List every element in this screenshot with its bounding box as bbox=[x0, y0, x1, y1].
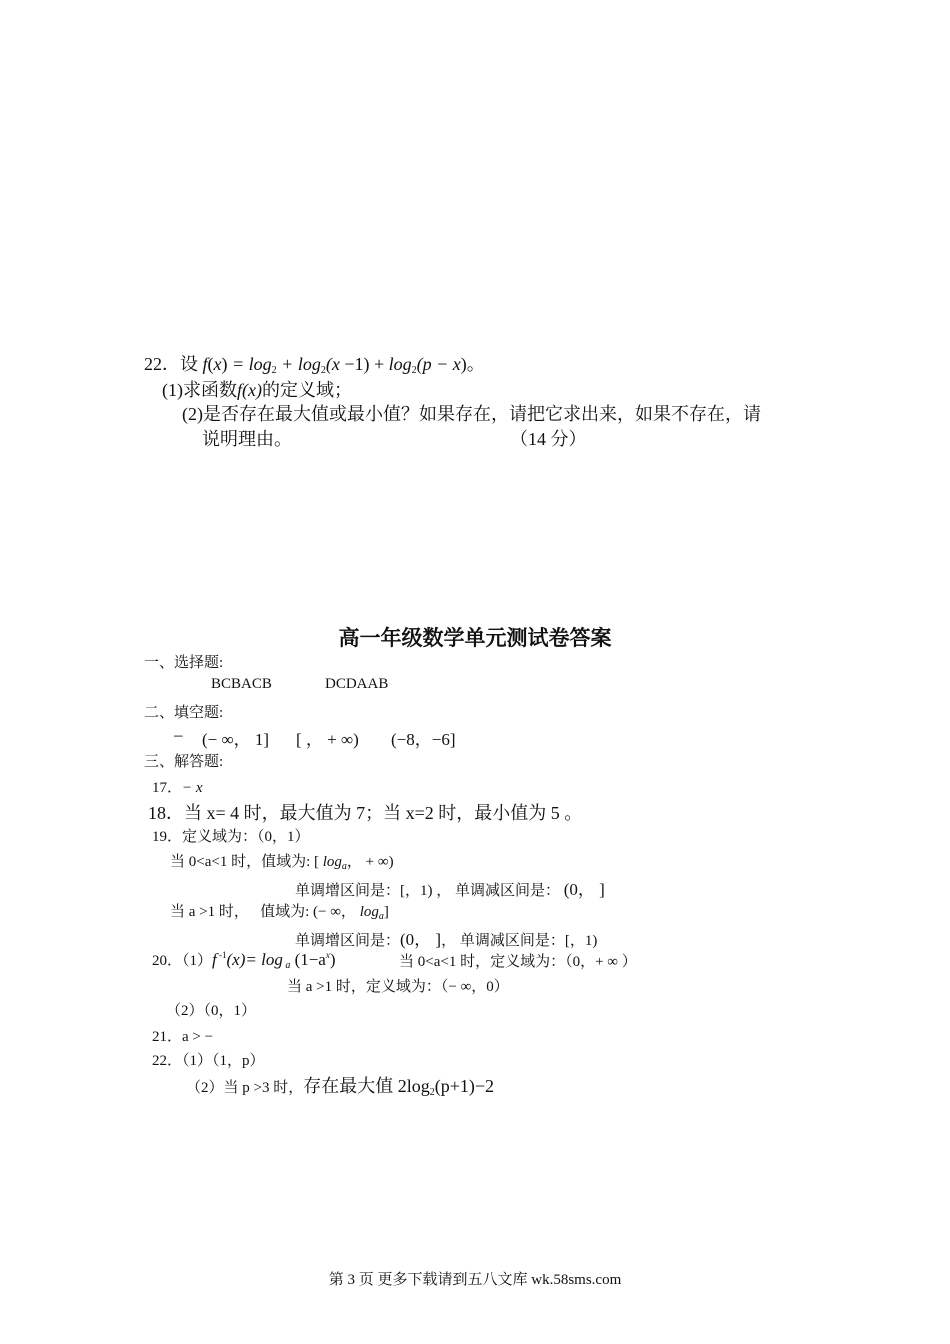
a22-l2-end: (p+1)−2 bbox=[434, 1076, 495, 1096]
a19-l5-mid: (0， ] bbox=[400, 930, 442, 949]
a19-l4-pre: 当 a >1 时， 值域为: (− ∞， bbox=[170, 904, 356, 920]
math-log-a: = log bbox=[232, 354, 272, 374]
answer-17 bbox=[152, 776, 203, 797]
math-sub: 2 bbox=[271, 365, 277, 376]
a22-l2-sub: 2 bbox=[429, 1087, 435, 1098]
math-f: f bbox=[202, 354, 208, 374]
question-22-part2-line1: (2)是否存在最大值或最小值？如果存在，请把它求出来，如果不存在，请 bbox=[182, 404, 761, 424]
a19-l4-post: ] bbox=[383, 904, 389, 920]
math-p-minus: (p − bbox=[416, 354, 453, 374]
a20-sub: a bbox=[282, 960, 291, 971]
fill-answer-4: (−8，−6] bbox=[391, 730, 456, 749]
a19-l2-pre: 当 0<a<1 时，值域为: [ bbox=[170, 854, 319, 870]
answer-17-num: 17． bbox=[152, 780, 183, 796]
part1-suffix: 的定义域； bbox=[261, 380, 352, 400]
answer-21: 21．a > − bbox=[152, 1029, 214, 1045]
math-fx: f(x) bbox=[237, 380, 262, 400]
math-x-end: x bbox=[452, 354, 461, 374]
a19-l2-sub: a bbox=[341, 861, 347, 872]
math-sub: 2 bbox=[411, 365, 417, 376]
question-22-part2-line2: 说明理由。 bbox=[202, 429, 292, 449]
a19-l4-log: log bbox=[359, 904, 379, 920]
fill-answer-2: (− ∞， 1] bbox=[202, 730, 270, 749]
a19-l5-pre: 单调增区间是： bbox=[295, 933, 401, 949]
part1-prefix: (1)求函数 bbox=[162, 380, 237, 400]
question-number: 22．设 bbox=[144, 354, 198, 374]
math-sub: 2 bbox=[320, 365, 326, 376]
answer-19-line2 bbox=[170, 850, 394, 872]
a20-num: 20．（1） bbox=[152, 953, 213, 969]
answer-20-case1: 当 0<a<1 时，定义域为：（0，+ ∞ ） bbox=[399, 954, 637, 970]
fill-answer-3: [ ， + ∞) bbox=[296, 730, 359, 749]
answer-18: 18．当 x= 4 时，最大值为 7；当 x=2 时，最小值为 5 。 bbox=[148, 803, 583, 823]
answer-22-line1: 22．（1）（1，p） bbox=[152, 1053, 265, 1069]
answer-19-line4 bbox=[170, 900, 389, 922]
a19-l3-post: (0， ] bbox=[563, 880, 605, 899]
math-x: x bbox=[213, 354, 222, 374]
answer-19-line5 bbox=[295, 925, 597, 950]
a19-l2-post: ， + ∞) bbox=[346, 854, 394, 870]
a22-l2-pre: （2）当 p >3 时， bbox=[186, 1080, 304, 1096]
a20-close: ) bbox=[329, 950, 336, 969]
answer-20-line1 bbox=[152, 949, 336, 971]
a19-l3-pre: 单调增区间是：[，1) ， 单调减区间是： bbox=[295, 883, 560, 899]
a20-sup-x: x bbox=[325, 950, 330, 960]
math-log-b: + log bbox=[276, 354, 321, 374]
fill-answer-1: – bbox=[174, 725, 183, 744]
math-minus1: −1) + bbox=[339, 354, 389, 374]
a19-l5-post: ， 单调减区间是：[，1) bbox=[441, 933, 598, 949]
answer-17-val: − x bbox=[182, 780, 203, 796]
a19-l4-sub: a bbox=[378, 911, 384, 922]
answer-19-line3 bbox=[295, 875, 605, 900]
a22-l2-big: 存在最大值 2log bbox=[303, 1076, 430, 1096]
math-log-c: log bbox=[388, 354, 412, 374]
section-3-heading: 三、解答题: bbox=[144, 754, 224, 770]
page-footer: 第 3 页 更多下载请到五八文库 wk.58sms.com bbox=[328, 1272, 622, 1288]
a20-tail: (1−a bbox=[290, 950, 326, 969]
question-22-stem: 22．设 $f(x) = \log_2 + \log_2(x -1) + \log_2(p - x)$。 bbox=[144, 354, 485, 376]
a19-l2-log: log bbox=[322, 854, 342, 870]
answer-22-line2 bbox=[186, 1072, 494, 1098]
answer-20-part2: （2）（0，1） bbox=[166, 1003, 257, 1019]
a20-eq: (x)= log bbox=[226, 950, 283, 969]
math-close: )。 bbox=[460, 354, 485, 374]
question-22-score: （14 分） bbox=[510, 429, 587, 449]
a20-sup: -1 bbox=[216, 950, 227, 960]
question-22-part1 bbox=[162, 376, 352, 402]
a20-f: f bbox=[212, 950, 217, 969]
choices-a: BCBACB bbox=[211, 676, 272, 692]
section-1-heading: 一、选择题: bbox=[144, 655, 224, 671]
answers-title: 高一年级数学单元测试卷答案 bbox=[338, 626, 612, 650]
section-2-heading: 二、填空题: bbox=[144, 705, 224, 721]
answer-20-case2: 当 a >1 时，定义域为：（− ∞，0） bbox=[287, 979, 509, 995]
choices-b: DCDAAB bbox=[325, 676, 389, 692]
math-open-x: (x bbox=[325, 354, 340, 374]
answer-19-line1: 19．定义域为：（0，1） bbox=[152, 829, 310, 845]
